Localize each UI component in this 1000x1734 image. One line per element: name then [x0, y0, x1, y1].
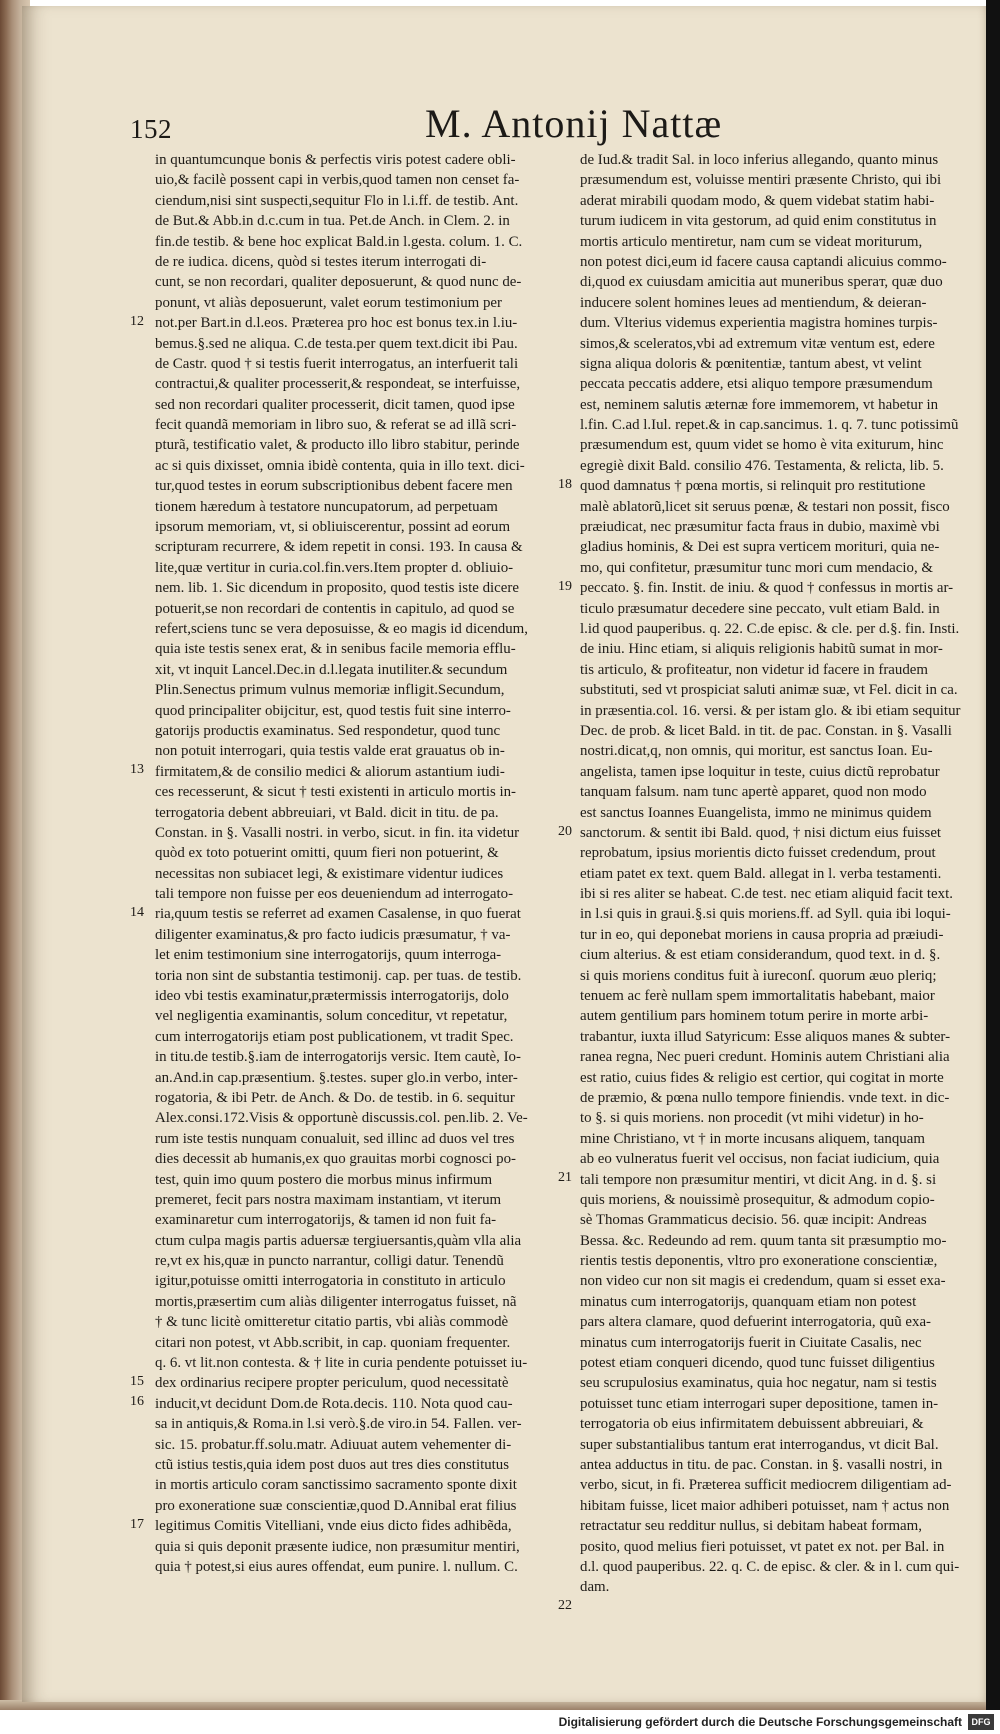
- right-text-column: [580, 150, 976, 1598]
- text-line: antea adductus in titu. de pac. Constan. in §. vasalli nostri, in: [580, 1457, 943, 1473]
- text-line: mortis articulo mentiretur, nam cum se videat moriturum,: [580, 233, 923, 250]
- text-line: Constan. in §. Vasalli nostri. in verbo, sicut. in fin. ita videtur: [155, 824, 520, 841]
- text-line: sanctorum. & sentit ibi Bald. quod, † nisi dictum eius fuisset: [580, 824, 942, 841]
- text-line: Bessa. &c. Redeundo ad rem. quum tanta sit præsumptio mo-: [580, 1232, 947, 1249]
- text-line: peccata peccatis addere, etsi aliquo tempore præsumendum: [580, 376, 933, 393]
- text-line: contractui,& qualiter processerit,& respondeat, se interfuisse,: [155, 376, 521, 393]
- text-line: hibitam fuisse, licet maior adhiberi potuisset, nam † actus non: [580, 1497, 950, 1514]
- margin-number: 14: [130, 905, 144, 920]
- text-line: egregiè dixit Bald. consilio 476. Testamenta, & relicta, lib. 5.: [580, 457, 944, 474]
- text-line: trabantur, iuxta illud Satyricum: Esse aliquos manes & subter-: [580, 1028, 951, 1045]
- text-line: de Iud.& tradit Sal. in loco inferius allegando, quanto minus: [580, 152, 939, 168]
- funding-credit: Digitalisierung gefördert durch die Deutsche Forschungsgemeinschaft: [558, 1715, 962, 1729]
- text-line: cium alterius. & est etiam considerandum, quod text. in d. §.: [580, 947, 941, 964]
- text-line: Plin.Senectus primum vulnus memoriæ infligit.Secundum,: [155, 682, 505, 699]
- text-line: rogatoria, & ibi Petr. de Anch. & Do. de testib. in 6. sequitur: [155, 1089, 515, 1106]
- text-line: ctum culpa magis partis aduersæ tergiuersantis,quàm vlla alia: [155, 1232, 522, 1249]
- text-line: tali tempore non præsumitur mentiri, vt dicit Ang. in d. §. si: [580, 1171, 937, 1188]
- text-line: tenuem ac ferè nullam spem immortalitatis habebant, maior: [580, 988, 935, 1005]
- text-line: igitur,potuisse omitti interrogatoria in constituto in articulo: [155, 1273, 506, 1290]
- scan-border: [986, 0, 1000, 1710]
- text-line: to §. si quis moriens. non procedit (vt mihi videtur) in ho-: [580, 1110, 924, 1127]
- dfg-logo: DFG: [968, 1714, 994, 1730]
- text-line: quia si quis deponit præsente iudice, non præsumitur mentiri,: [155, 1538, 520, 1555]
- text-line: quis moriens, & nouissimè prosequitur, & admodum copio-: [580, 1191, 935, 1208]
- text-line: tionem hæredum à testatore nuncupatorum, ad perpetuam: [155, 498, 498, 515]
- text-line: etiam patet ex text. quem Bald. allegat in l. verba testamenti.: [580, 865, 942, 882]
- text-line: potuerit,se non recordari de contentis in capitulo, ad quod se: [155, 600, 515, 617]
- text-line: minatus cum interrogatorijs fuerit in Ciuitate Casalis, nec: [580, 1334, 922, 1351]
- margin-number: 15: [130, 1374, 144, 1389]
- text-line: turum iudicem in vita gestorum, ad quid enim constitutus in: [580, 213, 937, 230]
- text-line: in præsentia.col. 16. versi. & per istam glo. & ibi etiam sequitur: [580, 702, 961, 719]
- text-line: sic. 15. probatur.ff.solu.matr. Adiuuat autem vehementer di-: [155, 1436, 512, 1453]
- text-line: in l.si quis in graui.§.si quis moriens.ff. ad Syll. quia ibi loqui-: [580, 906, 951, 923]
- text-line: toria non sint de substantia testimonij. cap. per tuas. de testib.: [155, 967, 522, 984]
- text-line: l.fin. C.ad l.Iul. repet.& in cap.sancimus. 1. q. 7. tunc potissimũ: [580, 417, 959, 434]
- text-line: ipsorum memoriam, vt, si obliuiscerentur, possint ad eorum: [155, 519, 511, 536]
- text-line: signa aliqua doloris & pœnitentiæ, tantum abest, vt velint: [580, 355, 922, 372]
- text-line: est, neminem salutis æternæ fore immemorem, vt habetur in: [580, 396, 939, 413]
- text-line: refert,sciens tunc se vera deposuisse, & eo magis id dicendum,: [155, 620, 528, 637]
- text-line: inducit,vt decidunt Dom.de Rota.decis. 110. Nota quod cau-: [155, 1395, 513, 1412]
- text-line: dies decessit ab humanis,ex quo grauitas morbi cognosci po-: [155, 1151, 517, 1168]
- text-line: in titu.de testib.§.iam de interrogatorijs versic. Item cautè, Io-: [155, 1049, 521, 1066]
- margin-number: 19: [558, 579, 572, 594]
- margin-number: 18: [558, 477, 572, 492]
- text-line: lite,quæ vertitur in curia.col.fin.vers.Item propter d. obliuio-: [155, 559, 514, 576]
- text-line: dam.: [580, 1579, 610, 1596]
- text-line: in quantumcunque bonis & perfectis viris potest cadere obli-: [155, 152, 516, 168]
- text-line: ces recesserunt, & sicut † testi existenti in articulo mortis in-: [155, 784, 517, 801]
- text-line: præsumendum est, quum videt se homo è vita exiturum, hinc: [580, 437, 944, 454]
- text-line: substituti, sed vt prospiciat saluti animæ suæ, vt Fel. dicit in ca.: [580, 682, 958, 699]
- text-line: quòd ex toto potuerint omitti, quum fieri non potuerint, &: [155, 845, 499, 862]
- text-line: necessitas non subiacet legi, & existimare videntur iudices: [155, 865, 504, 882]
- text-line: rum iste testis nunquam conualuit, sed illinc ad duos vel tres: [155, 1130, 515, 1147]
- text-line: † & tunc licitè omitteretur citatio partis, vbi aliàs commodè: [155, 1314, 509, 1331]
- text-line: mo, qui confitetur, præsumitur tunc mori cum mendacio, &: [580, 559, 933, 576]
- text-line: nem. lib. 1. Sic dicendum in proposito, quod testis iste dicere: [155, 580, 519, 597]
- text-line: l.id quod pauperibus. q. 22. C.de episc. & cle. per d.§. fin. Insti.: [580, 620, 960, 637]
- text-line: ctũ istius testis,quia idem post duos aut tres dies constitutus: [155, 1457, 510, 1473]
- text-line: dum. Vlterius videmus experientia magistra homines turpis-: [580, 315, 938, 332]
- text-line: re,vt ex his,quæ in puncto narrantur, colligi datur. Tenendũ: [155, 1253, 504, 1270]
- text-line: non potest dici,eum id facere causa captandi alicuius commo-: [580, 253, 947, 270]
- text-line: potuisset tunc etiam interrogari super depositione, tamen in-: [580, 1395, 939, 1412]
- text-line: terrogatoria ob eius infirmitatem debuissent abbreuiari, &: [580, 1416, 924, 1433]
- text-line: quia † potest,si eius aures offendat, eum punire. l. nullum. C.: [155, 1558, 518, 1575]
- text-line: bemus.§.sed ne aliqua. C.de testa.per quem text.dicit ibi Pau.: [155, 335, 518, 352]
- text-line: ticulo præsumatur decedere sine peccato, vult etiam Bald. in: [580, 600, 940, 617]
- text-line: tur in eo, qui deponebat moriens in causa propria ad præiudi-: [580, 926, 944, 943]
- text-line: tali tempore non fuisse per eos deueniendum ad interrogato-: [155, 886, 514, 903]
- text-line: rientis testis deponentis, vltro pro exoneratione conscientiæ,: [580, 1253, 938, 1270]
- margin-number: 17: [130, 1517, 144, 1532]
- text-line: angelista, tamen ipse loquitur in teste, cuius dictũ reprobatur: [580, 763, 940, 780]
- text-line: potest etiam conqueri dicendo, quod tunc fuisset diligentius: [580, 1355, 935, 1372]
- text-line: Alex.consi.172.Visis & opportunè discussis.col. pen.lib. 2. Ve-: [155, 1110, 528, 1127]
- left-text-column: [155, 150, 565, 1577]
- text-line: test, quin imo quum postero die morbus minus infirmum: [155, 1171, 493, 1188]
- text-line: seu scrupulosius examinatus, quia hoc negatur, nam si testis: [580, 1375, 937, 1392]
- text-line: an.And.in cap.præsentium. §.testes. super glo.in verbo, inter-: [155, 1069, 518, 1086]
- text-line: terrogatoria debent abbreuiari, vt Bald. dicit in titu. de pa.: [155, 804, 499, 821]
- text-line: di,quod ex cuiusdam amicitia aut muneribus speraт, quæ duo: [580, 274, 943, 291]
- text-line: quia iste testis senex erat, & in senibus facile memoria efflu-: [155, 641, 516, 658]
- text-line: præiudicat, nec præsumitur facta fraus in dubio, maximè vbi: [580, 519, 940, 536]
- text-line: scripturam recurrere, & idem repetit in consi. 193. In causa &: [155, 539, 523, 556]
- text-line: pars altera clamare, quod defuerint interrogatoria, quũ exa-: [580, 1314, 932, 1331]
- digitization-footer: [0, 1712, 1000, 1734]
- text-line: peccato. §. fin. Instit. de iniu. & quod † confessus in mortis ar-: [580, 580, 954, 597]
- text-line: est sanctus Ioannes Euangelista, immo ne minimus quidem: [580, 804, 932, 821]
- text-line: præsumendum est, voluisse mentiri præsente Christo, qui ibi: [580, 172, 942, 189]
- margin-number: 12: [130, 314, 144, 329]
- text-line: retractatur seu redditur nullus, si debitam habeat formam,: [580, 1518, 922, 1535]
- text-line: fin.de testib. & bene hoc explicat Bald.in l.gesta. colum. 1. C.: [155, 233, 523, 250]
- text-line: tanquam falsum. nam tunc apertè apparet, quod non modo: [580, 784, 927, 801]
- text-line: ab eo vulneratus fuerit vel occisus, non faciat iudicium, quia: [580, 1151, 940, 1168]
- margin-number: 16: [130, 1394, 144, 1409]
- text-line: q. 6. vt lit.non contesta. & † lite in curia pendente potuisset iu-: [155, 1355, 528, 1372]
- margin-number: 22: [558, 1598, 572, 1613]
- text-line: diligenter examinatus,& pro facto iudicis præsumatur, † va-: [155, 926, 511, 943]
- text-line: sed non recordari qualiter processerit, dicit tamen, quod ipse: [155, 396, 515, 413]
- text-line: aderat mirabili quodam modo, & quem videbat statim habi-: [580, 192, 935, 209]
- margin-number: 13: [130, 762, 144, 777]
- text-line: ideo vbi testis examinatur,prætermissis interrogatorijs, dolo: [155, 988, 509, 1005]
- text-line: ria,quum testis se referret ad examen Casalense, in quo fuerat: [155, 906, 521, 923]
- text-line: quod principaliter obijcitur, est, quod testis fuit sine interro-: [155, 702, 511, 719]
- text-line: pturã, testificatio valet, & producto illo libro stabitur, perinde: [155, 437, 520, 454]
- text-line: ciendum,nisi sint suspecti,sequitur Flo in l.i.ff. de testib. Ant.: [155, 192, 519, 209]
- text-line: de iniu. Hinc etiam, si aliquis religionis habitũ sumat in mor-: [580, 641, 943, 658]
- text-line: de But.& Abb.in d.c.cum in tua. Pet.de Anch. in Clem. 2. in: [155, 213, 510, 230]
- text-line: vel negligentia examinantis, solum conceditur, vt repetatur,: [155, 1008, 508, 1025]
- text-line: tis articulo, & profiteatur, non videtur id facere in fraudem: [580, 661, 928, 678]
- text-line: inducere solent homines leues ad mentiendum, & deieran-: [580, 294, 927, 311]
- text-line: citari non potest, vt Abb.scribit, in cap. quoniam frequenter.: [155, 1334, 511, 1351]
- text-line: de Castr. quod † si testis fuerit interrogatus, an interfuerit tali: [155, 355, 519, 372]
- text-line: not.per Bart.in d.l.eos. Præterea pro hoc est bonus tex.in l.iu-: [155, 315, 518, 332]
- text-line: ranea regna, Nec pueri credunt. Hominis autem Christiani alia: [580, 1049, 950, 1066]
- text-line: Dec. de prob. & licet Bald. in tit. de pac. Constan. in §. Vasalli: [580, 722, 952, 739]
- text-line: quod damnatus † pœna mortis, si relinquit pro restitutione: [580, 478, 926, 495]
- text-line: pro exoneratione suæ conscientiæ,quod D.Annibal erat filius: [155, 1497, 517, 1514]
- text-line: legitimus Comitis Vitelliani, vnde eius dicto fides adhibẽda,: [155, 1518, 512, 1535]
- text-line: ac si quis dixisset, omnia ibidè contenta, quia in illo text. dici-: [155, 457, 525, 474]
- text-line: est ratio, cuius fides & religio est certior, qui cogitat in morte: [580, 1069, 944, 1086]
- text-line: reprobatum, ipsius morientis dicto fuisset credendum, prout: [580, 845, 936, 862]
- text-line: mine Christiano, vt † in morte incusans aliquem, tanquam: [580, 1130, 925, 1147]
- text-line: super substantialibus tantum erat interrogandus, vt dicit Bal.: [580, 1436, 939, 1453]
- page-header: [130, 100, 960, 146]
- text-line: sè Thomas Grammaticus decisio. 56. quæ incipit: Andreas: [580, 1212, 927, 1229]
- text-line: sa in antiquis,& Roma.in l.si verò.§.de viro.in 54. Fallen. ver-: [155, 1416, 522, 1433]
- page-number: 152: [130, 114, 172, 144]
- text-line: gatorijs productis examinatus. Sed respondetur, quod tunc: [155, 722, 501, 739]
- text-line: firmitatem,& de consilio medici & aliorum astantium iudi-: [155, 763, 505, 780]
- text-line: verbo, sicut, in fi. Præterea sufficit mediocrem diligentiam ad-: [580, 1477, 952, 1494]
- text-line: xit, vt inquit Lancel.Dec.in d.l.legata inutiliter.& secundum: [155, 661, 508, 678]
- margin-number: 20: [558, 824, 572, 839]
- text-line: uio,& facilè possent capi in verbis,quod tamen non censet fa-: [155, 172, 520, 189]
- text-line: autem gentilium pars hominem totum perire in morte arbi-: [580, 1008, 929, 1025]
- text-line: malè ablatorũ,licet sit seruus pœnæ, & testari non possit, fisco: [580, 498, 950, 515]
- text-line: ibi si res aliter se habeat. C.de test. nec etiam aliquid facit text.: [580, 886, 953, 903]
- text-line: in mortis articulo coram sanctissimo sacramento sponte dixit: [155, 1477, 517, 1494]
- text-line: premeret, fecit pars nostra maximam instantiam, vt iterum: [155, 1191, 502, 1208]
- text-line: gladius hominis, & Dei est supra verticem morituri, quia ne-: [580, 539, 940, 556]
- text-line: minatus cum interrogatorijs, quanquam etiam non potest: [580, 1293, 917, 1310]
- text-line: posito, quod melius fieri potuisset, vt patet ex not. per Bal. in: [580, 1538, 945, 1555]
- text-line: tur,quod testes in eorum subscriptionibus debent facere men: [155, 478, 513, 495]
- text-line: fecit quandã memoriam in libro suo, & referat se ad illã scri-: [155, 417, 517, 434]
- text-line: cunt, se non recordari, qualiter deposuerunt, & quod nunc de-: [155, 274, 522, 291]
- text-line: de re iudica. dicens, quòd si testes iterum interrogati di-: [155, 253, 487, 270]
- text-line: ponunt, vt aliàs deposuerunt, valet eorum testimonium per: [155, 294, 502, 311]
- running-head: M. Antonij Nattæ: [425, 101, 723, 146]
- text-line: examinaretur cum interrogatorijs, & tamen id non fuit fa-: [155, 1212, 497, 1229]
- text-line: non potuit interrogari, quia testis valde erat grauatus ob in-: [155, 743, 505, 760]
- text-line: nostri.dicat,q, non omnis, qui moritur, est sanctus Ioan. Eu-: [580, 743, 933, 760]
- margin-number: 21: [558, 1170, 572, 1185]
- text-line: de præmio, & pœna nullo tempore finiendis. vnde text. in dic-: [580, 1089, 950, 1106]
- text-line: si quis moriens conditus fuit à iureconſ. quorum æuo pleriq;: [580, 967, 937, 984]
- text-line: dex ordinarius recipere propter periculum, quod necessitatè: [155, 1375, 509, 1392]
- text-line: simos,& sceleratos,vbi ad extremum vitæ ventum est, edere: [580, 335, 935, 352]
- text-line: non video cur non sit magis ei credendum, quam si esset exa-: [580, 1273, 946, 1290]
- text-line: cum interrogatorijs etiam post publicationem, vt tradit Spec.: [155, 1028, 514, 1045]
- text-line: d.l. quod pauperibus. 22. q. C. de episc. & cler. & in l. cum qui-: [580, 1558, 960, 1575]
- text-line: mortis,præsertim cum aliàs diligenter interrogatus fuisset, nã: [155, 1293, 517, 1310]
- text-line: let enim testimonium sine interrogatorijs, quum interroga-: [155, 947, 502, 964]
